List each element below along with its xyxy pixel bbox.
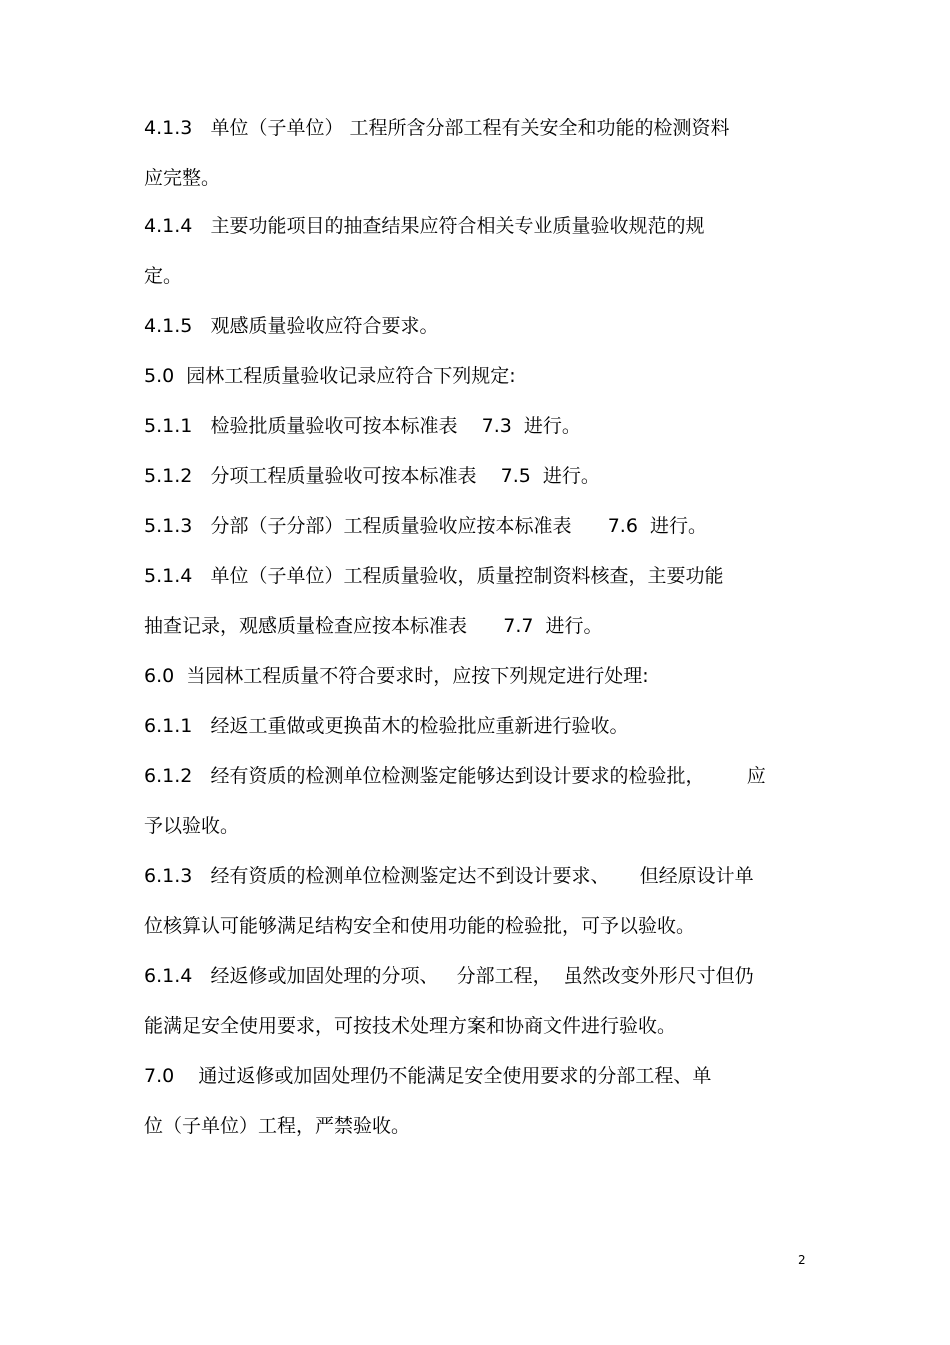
page-number: 2: [798, 1253, 806, 1267]
text-line: 能满足安全使用要求，可按技术处理方案和协商文件进行验收。: [144, 1015, 677, 1037]
text-line: 6.1.1 经返工重做或更换苗木的检验批应重新进行验收。: [144, 715, 629, 737]
text-line: 5.1.4 单位（子单位）工程质量验收，质量控制资料核查，主要功能: [144, 565, 724, 587]
text-line: 6.0 当园林工程质量不符合要求时，应按下列规定进行处理:: [144, 665, 649, 687]
text-line: 5.1.2 分项工程质量验收可按本标准表 7.5 进行。: [144, 465, 600, 487]
text-line: 定。: [144, 265, 183, 287]
text-line: 抽查记录，观感质量检查应按本标准表 7.7 进行。: [144, 615, 603, 637]
text-line: 5.0 园林工程质量验收记录应符合下列规定:: [144, 365, 516, 387]
text-line: 7.0 通过返修或加固处理仍不能满足安全使用要求的分部工程、单: [144, 1065, 712, 1087]
text-line: 4.1.3 单位（子单位） 工程所含分部工程有关安全和功能的检测资料: [144, 117, 730, 139]
text-line: 4.1.4 主要功能项目的抽查结果应符合相关专业质量验收规范的规: [144, 215, 705, 237]
text-line: 6.1.3 经有资质的检测单位检测鉴定达不到设计要求、 但经原设计单: [144, 865, 754, 887]
text-line: 6.1.2 经有资质的检测单位检测鉴定能够达到设计要求的检验批， 应: [144, 765, 766, 787]
text-line: 位核算认可能够满足结构安全和使用功能的检验批，可予以验收。: [144, 915, 696, 937]
text-line: 应完整。: [144, 167, 221, 189]
text-line: 予以验收。: [144, 815, 240, 837]
text-line: 位（子单位）工程，严禁验收。: [144, 1115, 411, 1137]
text-line: 4.1.5 观感质量验收应符合要求。: [144, 315, 439, 337]
text-line: 5.1.3 分部（子分部）工程质量验收应按本标准表 7.6 进行。: [144, 515, 707, 537]
text-line: 6.1.4 经返修或加固处理的分项、 分部工程， 虽然改变外形尺寸但仍: [144, 965, 754, 987]
text-line: 5.1.1 检验批质量验收可按本标准表 7.3 进行。: [144, 415, 581, 437]
